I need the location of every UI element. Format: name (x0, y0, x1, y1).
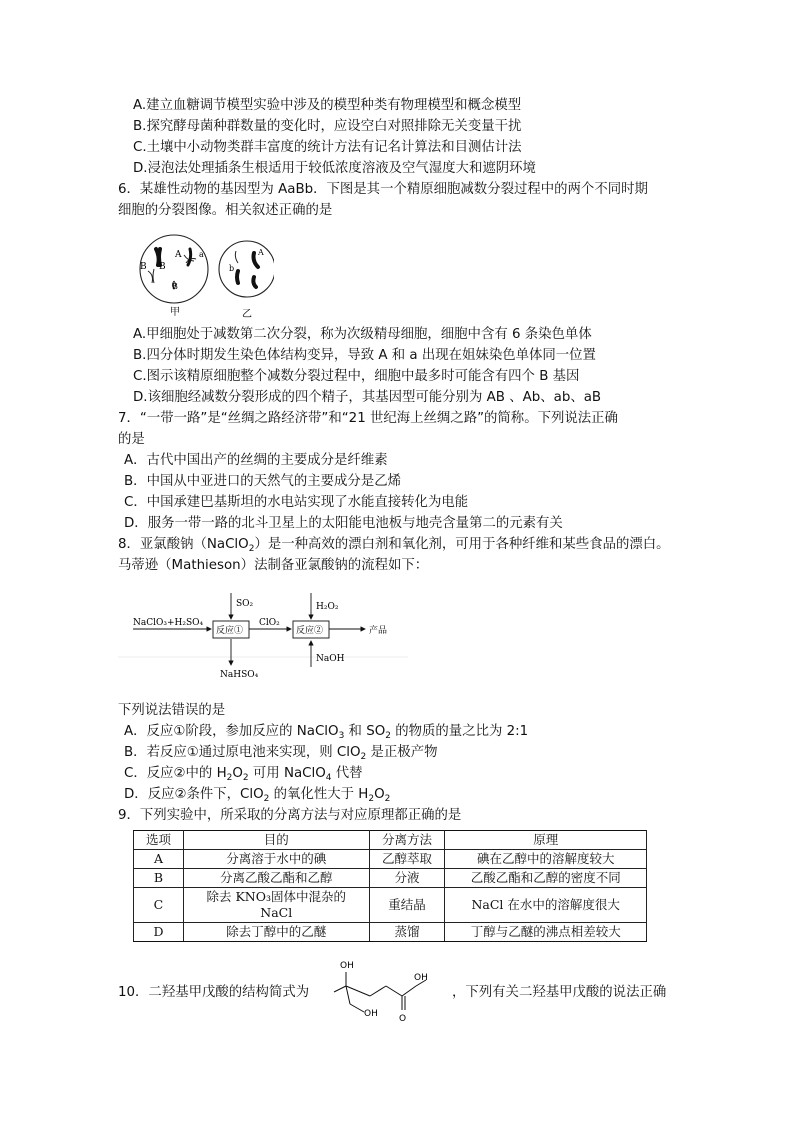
header-method: 分离方法 (369, 831, 445, 850)
header-principle: 原理 (445, 831, 647, 850)
q7-option-b: B．中国从中亚进口的天然气的主要成分是乙烯 (124, 474, 401, 489)
gene-B-left: B (140, 262, 147, 272)
flow-so2-label: SO₂ (236, 599, 254, 609)
flow-product-label: 产品 (369, 626, 388, 636)
q8-option-d: D．反应②条件下，ClO$_2$ 的氧化性大于 $H_2O_2$ (124, 787, 391, 804)
q7-option-c: C．中国承建巴基斯坦的水电站实现了水能直接转化为电能 (124, 495, 469, 510)
q7-stem-line2: 的是 (118, 432, 145, 447)
q10-stem-a: 10．二羟基甲戊酸的结构简式为 (118, 985, 310, 1000)
cell-jia-outline (140, 235, 208, 303)
gene-A: A (175, 250, 182, 260)
q8-flow-diagram (118, 585, 408, 685)
flow-h2o2-label: H₂O₂ (316, 602, 339, 612)
table-header-row (134, 831, 647, 850)
gene-A-yi: A (258, 248, 264, 257)
label-jia: 甲 (170, 307, 180, 318)
gene-b-yi: b (229, 264, 235, 273)
gene-a: a (199, 250, 204, 259)
q6-option-b: B.四分体时期发生染色体结构变异，导致 A 和 a 出现在姐妹染色单体同一位置 (133, 348, 596, 363)
gene-B-small: B (172, 282, 178, 291)
header-purpose: 目的 (183, 831, 369, 850)
o-label: O (399, 1014, 407, 1024)
q6-option-c: C.图示该精原细胞整个减数分裂过程中，细胞中最多时可能含有四个 B 基因 (133, 369, 580, 384)
table-row: A 分离溶于水中的碘 乙醇萃取 碘在乙醇中的溶解度较大 (134, 850, 647, 869)
q8-question: 下列说法错误的是 (118, 703, 226, 718)
q8-option-a: A．反应①阶段，参加反应的 NaClO$_3$ 和 $SO_2$ 的物质的量之比为 2:1 (124, 724, 529, 741)
q5-option-d: D.浸泡法处理插条生根适用于较低浓度溶液及空气湿度大和遮阴环境 (133, 161, 536, 176)
cell-yi-outline (219, 241, 274, 297)
q10-structure (326, 954, 448, 1026)
q8-option-b: B．若反应①通过原电池来实现，则 ClO$_2$ 是正极产物 (124, 745, 438, 762)
q8-stem-line1: 8．亚氯酸钠（NaClO$_2$）是一种高效的漂白剂和氧化剂，可用于各种纤维和某些食品的漂白。 (118, 537, 670, 554)
q6-option-d: D.该细胞经减数分裂形成的四个精子，其基因型可能分别为 AB 、Ab、ab、aB (133, 390, 602, 405)
table-row: D 除去丁醇中的乙醚 蒸馏 丁醇与乙醚的沸点相差较大 (134, 923, 647, 942)
flow-clo2-label: ClO₂ (259, 618, 280, 628)
q8-option-c: C．反应②中的 $H_2O_2$ 可用 NaClO$_4$ 代替 (124, 766, 363, 783)
oh-acid: OH (414, 973, 428, 983)
q6-cell-figure (134, 233, 274, 323)
q5-option-c: C.土壤中小动物类群丰富度的统计方法有记名计算法和目测估计法 (133, 140, 522, 155)
oh-top: OH (340, 961, 354, 971)
table-row: B 分离乙酸乙酯和乙醇 分液 乙酸乙酯和乙醇的密度不同 (134, 869, 647, 888)
q6-option-a: A.甲细胞处于减数第二次分裂，称为次级精母细胞，细胞中含有 6 条染色单体 (133, 327, 592, 342)
q10-stem-b: ，下列有关二羟基甲戊酸的说法正确 (452, 985, 667, 1000)
oh-bottom: OH (364, 1009, 378, 1019)
flow-naoh-label: NaOH (316, 654, 345, 664)
gene-B-right: B (159, 262, 166, 272)
q7-stem-line1: 7．“一带一路”是“丝绸之路经济带”和“21 世纪海上丝绸之路”的简称。下列说法正确 (118, 411, 618, 426)
table-row: C 除去 KNO₃固体中混杂的 NaCl 重结晶 NaCl 在水中的溶解度很大 (134, 888, 647, 923)
q8-stem-line2: 马蒂逊（Mathieson）法制备亚氯酸钠的流程如下： (118, 558, 429, 573)
q9-table (133, 830, 647, 942)
chromosome-light (148, 269, 154, 283)
q7-option-a: A．古代中国出产的丝绸的主要成分是纤维素 (124, 453, 388, 468)
q9-stem: 9．下列实验中，所采取的分离方法与对应原理都正确的是 (118, 808, 462, 823)
q6-stem-line1: 6．某雄性动物的基因型为 AaBb．下图是其一个精原细胞减数分裂过程中的两个不同时期 (118, 182, 648, 197)
reaction1-label: 反应① (216, 626, 244, 636)
header-option: 选项 (134, 831, 184, 850)
reaction2-label: 反应② (296, 626, 324, 636)
q7-option-d: D．服务一带一路的北斗卫星上的太阳能电池板与地壳含量第二的元素有关 (124, 516, 563, 531)
flow-input-label: NaClO₃+H₂SO₄ (133, 618, 204, 628)
label-yi: 乙 (242, 309, 252, 320)
q5-option-b: B.探究酵母菌种群数量的变化时，应设空白对照排除无关变量干扰 (133, 119, 522, 134)
q6-stem-line2: 细胞的分裂图像。相关叙述正确的是 (118, 203, 333, 218)
q5-option-a: A.建立血糖调节模型实验中涉及的模型种类有物理模型和概念模型 (133, 98, 522, 113)
flow-nahso4-label: NaHSO₄ (220, 670, 259, 680)
